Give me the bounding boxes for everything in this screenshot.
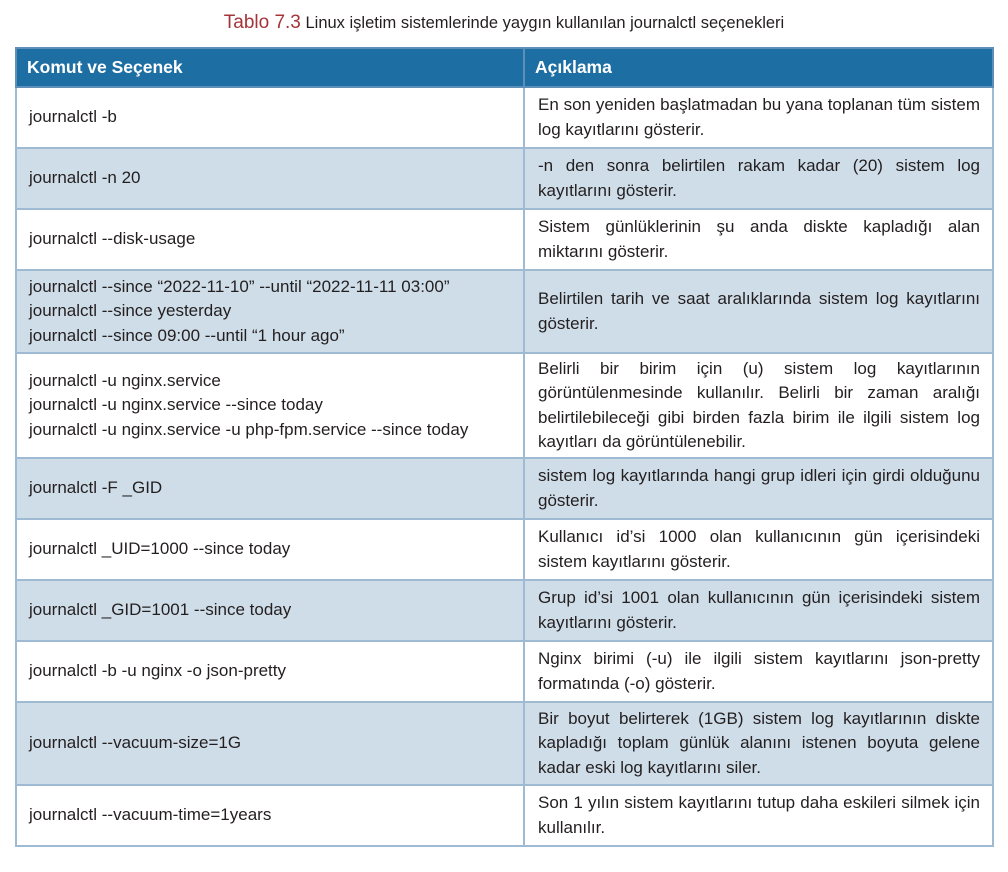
table-row (16, 353, 993, 458)
description-cell: Nginx birimi (-u) ile ilgili sistem kayıtlarını json-pretty formatında (-o) gösterir. (524, 641, 993, 702)
description-cell: Sistem günlüklerinin şu anda diskte kapladığı alan miktarını gösterir. (524, 209, 993, 270)
command-text: journalctl --vacuum-size=1G (29, 733, 242, 753)
command-text: journalctl _UID=1000 --since today (29, 539, 291, 559)
description-cell: En son yeniden başlatmadan bu yana toplanan tüm sistem log kayıtlarını gösterir. (524, 87, 993, 148)
description-cell: Belirtilen tarih ve saat aralıklarında sistem log kayıtlarını gösterir. (524, 270, 993, 353)
header-command: Komut ve Seçenek (16, 48, 524, 87)
command-text: journalctl -F _GID (29, 478, 163, 498)
table-title: Linux işletim sistemlerinde yaygın kullanılan journalctl seçenekleri (305, 14, 785, 32)
command-text: journalctl -u nginx.service (29, 370, 221, 390)
command-cell (16, 641, 524, 702)
journalctl-options-table (15, 47, 994, 847)
table-row (16, 270, 993, 353)
description-cell: -n den sonra belirtilen rakam kadar (20) sistem log kayıtlarını gösterir. (524, 148, 993, 209)
command-text: journalctl -n 20 (29, 168, 141, 188)
description-cell: Belirli bir birim için (u) sistem log kayıtlarının görüntülenmesinde kullanılır. Belirli bir zaman aralığı belirtilebileceği gibi birden fazla birim ile ilgili sistem log kayıtları da görüntülenebilir. (524, 353, 993, 458)
table-row (16, 702, 993, 785)
table-caption (0, 10, 1008, 36)
description-cell: Son 1 yılın sistem kayıtlarını tutup daha eskileri silmek için kullanılır. (524, 785, 993, 846)
command-text: journalctl --since “2022-11-10” --until “2022-11-11 03:00” (29, 276, 450, 296)
header-description: Açıklama (524, 48, 993, 87)
command-text: journalctl --vacuum-time=1years (29, 805, 272, 825)
command-cell (16, 148, 524, 209)
command-cell (16, 270, 524, 353)
table-row (16, 519, 993, 580)
description-cell: Bir boyut belirterek (1GB) sistem log kayıtlarının diskte kapladığı toplam günlük alanını istenen boyuta gelene kadar eski log kayıtlarını siler. (524, 702, 993, 785)
description-cell: Kullanıcı id’si 1000 olan kullanıcının gün içerisindeki sistem kayıtlarını gösterir. (524, 519, 993, 580)
command-text: journalctl -b -u nginx -o json-pretty (29, 661, 287, 681)
command-text: journalctl --since 09:00 --until “1 hour ago” (29, 325, 345, 345)
command-text: journalctl _GID=1001 --since today (29, 600, 292, 620)
table-row (16, 641, 993, 702)
table-header-row (16, 48, 993, 87)
command-text: journalctl --disk-usage (29, 229, 196, 249)
command-cell (16, 458, 524, 519)
table-row (16, 785, 993, 846)
description-cell: Grup id’si 1001 olan kullanıcının gün içerisindeki sistem kayıtlarını gösterir. (524, 580, 993, 641)
command-cell (16, 209, 524, 270)
command-text: journalctl -u nginx.service --since today (29, 395, 323, 415)
table-row (16, 87, 993, 148)
command-cell (16, 580, 524, 641)
table-row (16, 209, 993, 270)
table-row (16, 458, 993, 519)
table-row (16, 148, 993, 209)
table-number: Tablo 7.3 (223, 12, 301, 33)
command-cell (16, 87, 524, 148)
table-row (16, 580, 993, 641)
command-cell (16, 785, 524, 846)
command-text: journalctl -b (29, 107, 117, 127)
command-cell (16, 702, 524, 785)
description-cell: sistem log kayıtlarında hangi grup idleri için girdi olduğunu gösterir. (524, 458, 993, 519)
command-cell (16, 353, 524, 458)
command-cell (16, 519, 524, 580)
command-text: journalctl --since yesterday (29, 301, 232, 321)
command-text: journalctl -u nginx.service -u php-fpm.service --since today (29, 419, 469, 439)
